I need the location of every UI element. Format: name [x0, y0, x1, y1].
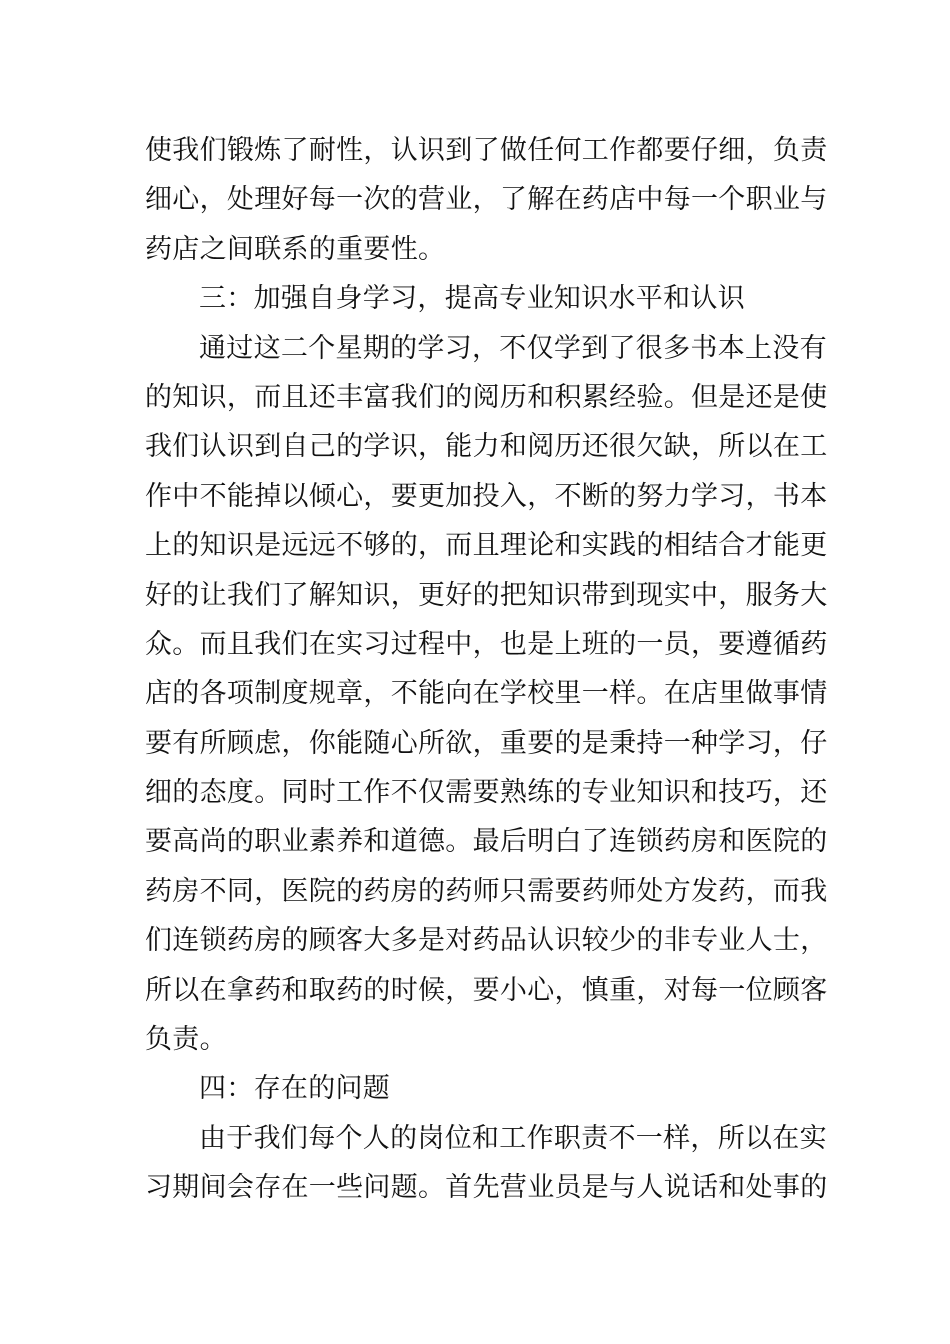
paragraph-line: 我们认识到自己的学识，能力和阅历还很欠缺，所以在工	[145, 431, 828, 463]
paragraph-line: 要高尚的职业素养和道德。最后明白了连锁药房和医院的	[145, 826, 828, 858]
paragraph-line: 们连锁药房的顾客大多是对药品认识较少的非专业人士，	[145, 925, 828, 957]
paragraph-line: 上的知识是远远不够的，而且理论和实践的相结合才能更	[145, 530, 828, 562]
document-body	[145, 126, 828, 1213]
paragraph-line: 所以在拿药和取药的时候，要小心，慎重，对每一位顾客	[145, 974, 828, 1006]
paragraph-line: 药房不同，医院的药房的药师只需要药师处方发药，而我	[145, 875, 828, 907]
paragraph-line: 细心，处理好每一次的营业，了解在药店中每一个职业与	[145, 184, 828, 216]
paragraph-line: 作中不能掉以倾心，要更加投入，不断的努力学习，书本	[145, 480, 828, 512]
paragraph-line: 通过这二个星期的学习，不仅学到了很多书本上没有	[199, 332, 827, 364]
paragraph-line: 细的态度。同时工作不仅需要熟练的专业知识和技巧，还	[145, 777, 828, 809]
paragraph-line: 要有所顾虑，你能随心所欲，重要的是秉持一种学习，仔	[145, 727, 828, 759]
paragraph-line: 药店之间联系的重要性。	[145, 233, 446, 265]
section-heading: 三：加强自身学习，提高专业知识水平和认识	[199, 283, 745, 315]
paragraph-line: 使我们锻炼了耐性，认识到了做任何工作都要仔细，负责	[145, 135, 828, 166]
paragraph-line: 习期间会存在一些问题。首先营业员是与人说话和处事的	[145, 1172, 828, 1204]
paragraph-line: 由于我们每个人的岗位和工作职责不一样，所以在实	[199, 1122, 827, 1154]
paragraph-line: 众。而且我们在实习过程中，也是上班的一员，要遵循药	[145, 628, 828, 660]
paragraph-line: 负责。	[145, 1024, 227, 1056]
paragraph-line: 的知识，而且还丰富我们的阅历和积累经验。但是还是使	[145, 381, 828, 413]
section-heading: 四：存在的问题	[199, 1073, 391, 1105]
paragraph-line: 店的各项制度规章，不能向在学校里一样。在店里做事情	[145, 678, 828, 710]
paragraph-line: 好的让我们了解知识，更好的把知识带到现实中，服务大	[145, 579, 828, 611]
